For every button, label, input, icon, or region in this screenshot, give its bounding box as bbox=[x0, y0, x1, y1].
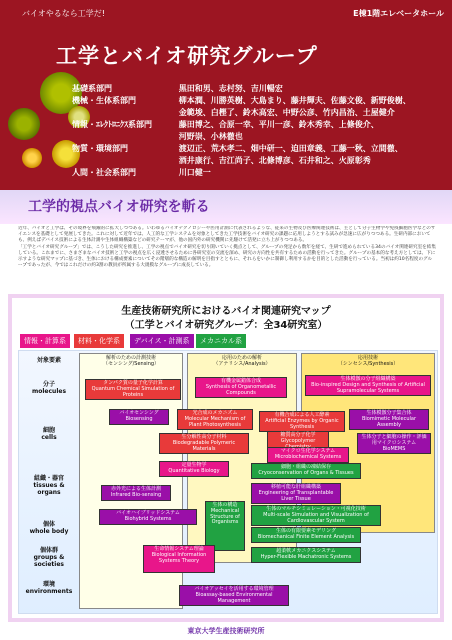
box-jp: 生命情報システム理論 bbox=[154, 546, 204, 552]
lane-title-sensing bbox=[79, 355, 183, 367]
axis-level-wholebody bbox=[23, 521, 75, 535]
section-title: 工学的視点バイオ研究を斬る bbox=[28, 199, 210, 215]
axis-jp: 分子 bbox=[42, 381, 55, 388]
lane-title-jp: 応用のための解析 bbox=[221, 355, 262, 361]
legend-mechanical: メカニカル系 bbox=[196, 334, 246, 348]
box-jp: 有機金属錯体合成 bbox=[220, 378, 261, 384]
axis-en: groups & societies bbox=[33, 554, 65, 568]
axis-title: 対象要素 bbox=[36, 357, 61, 364]
research-box bbox=[205, 501, 245, 551]
box-en: Mechanical Structure of Organisms bbox=[210, 507, 240, 526]
research-box bbox=[177, 409, 253, 430]
department-members: 河野崇、小林徹也 bbox=[178, 132, 243, 141]
research-box bbox=[305, 375, 431, 396]
map-title: 生産技術研究所におけるバイオ関連研究マップ bbox=[121, 306, 331, 317]
gear-icon bbox=[8, 108, 40, 140]
axis-jp: 環境 bbox=[42, 581, 55, 588]
research-box bbox=[251, 463, 361, 479]
research-box bbox=[143, 545, 215, 573]
box-en: Biodegradable Polymeric Materials bbox=[172, 439, 236, 452]
research-box bbox=[159, 433, 249, 454]
box-en: Biosensing bbox=[125, 415, 153, 422]
research-box bbox=[179, 585, 289, 606]
research-box bbox=[195, 377, 287, 398]
research-box bbox=[251, 527, 361, 543]
section-heading-band bbox=[0, 190, 452, 224]
lane-title-en: （アナリシス/Analysis） bbox=[213, 361, 271, 367]
box-jp: 有機合成による人工酵素 bbox=[274, 412, 330, 418]
legend-device-measurement: デバイス・計測系 bbox=[130, 334, 194, 348]
map-board bbox=[18, 350, 438, 614]
box-en: Multi-scale Simulation and Visualization of Cardiovascular System bbox=[263, 511, 369, 524]
box-jp: バイオハイブリッドシステム bbox=[116, 510, 180, 516]
map-subtitle: （工学とバイオ研究グループ：全34研究室） bbox=[124, 320, 328, 331]
box-jp: 生体分子と細胞の操作・評価用マイクロシステム bbox=[361, 434, 427, 446]
header-panel bbox=[0, 0, 452, 190]
research-box bbox=[267, 447, 349, 463]
department-label: 人間・社会系部門 bbox=[72, 168, 136, 177]
research-box bbox=[85, 379, 181, 400]
axis-jp: 細胞 bbox=[42, 427, 55, 434]
axis-en: whole body bbox=[29, 528, 69, 535]
box-en: Glycopolymer bbox=[280, 437, 316, 444]
box-en: Microbiochemical Systems bbox=[274, 453, 342, 460]
box-en: Artificial Enzymes by Organic Synthesis bbox=[265, 417, 339, 430]
box-jp: 生分解性高分子材料 bbox=[181, 434, 227, 440]
box-en: Biological Information Systems Theory bbox=[151, 551, 207, 564]
department-row bbox=[72, 107, 395, 118]
box-jp: 超柔軟メカニクスシステム bbox=[276, 548, 336, 554]
box-en: Biomimetic Molecular Assembly bbox=[361, 415, 417, 428]
research-box bbox=[159, 461, 229, 477]
axis-level-environments bbox=[23, 581, 75, 595]
department-members: 渡辺正、荒木孝二、畑中研一、迫田章義、工藤一秋、立間徹、 bbox=[178, 144, 403, 153]
box-en: Bioassay-based Environmental Management bbox=[195, 591, 273, 604]
department-row bbox=[72, 119, 379, 130]
legend-info-computation: 情報・計算系 bbox=[20, 334, 70, 348]
lane-title-analysis bbox=[187, 355, 297, 367]
research-box bbox=[109, 409, 169, 425]
box-en: BioMEMS bbox=[382, 445, 406, 452]
department-members: 酒井康行、吉江尚子、北條博彦、石井和之、火原彰秀 bbox=[178, 156, 371, 165]
department-label: 機械・生体系部門 bbox=[72, 96, 136, 105]
lane-title-jp: 応用技術 bbox=[357, 355, 378, 361]
page-title: 工学とバイオ研究グループ bbox=[56, 44, 318, 68]
research-box bbox=[251, 547, 361, 563]
department-row bbox=[72, 95, 411, 106]
axis-level-groups bbox=[23, 547, 75, 568]
box-jp: 生体模倣分子集合体 bbox=[366, 410, 412, 416]
intro-paragraph: 近年、バイオと工学は、その境界を飛躍的に拡大しつつある。いわゆるバイオテクノロジーや医用計測に代表されるような、従来の生物及び医療関連技術は、主として分子生物学や免疫細胞医学などのサイエンスを基礎として発展してきた。これに対して近年では、人工的な工学システムを対象としてきた工学技術をバイオ研究の課題に応用しようとする試みが急速に広がりつつある。生研内部においても、例えばデバイス技術による生体計測や生体組織構築などの研究テーマが、他の国内外の研究機関に先駆けて活発に立ち上がりつつある。 bbox=[18, 226, 436, 244]
research-box bbox=[251, 483, 341, 504]
box-jp: 移植可能な肝組織構築 bbox=[270, 484, 321, 490]
research-box bbox=[99, 509, 197, 525]
box-jp: 生体のマルチシミュレーション・可視化技術 bbox=[266, 506, 366, 512]
legend-materials-chemistry: 材料・化学系 bbox=[74, 334, 124, 348]
axis-en: cells bbox=[41, 434, 57, 441]
research-map bbox=[8, 294, 444, 622]
axis-jp: 個体群 bbox=[39, 547, 58, 554]
box-en: Quantitative Biology bbox=[168, 467, 220, 474]
box-en: Bio-inspired Design and Synthesis of Artificial Supramolecular Systems bbox=[311, 381, 425, 394]
research-box bbox=[357, 433, 431, 454]
intro-paragraph: 「工学とバイオ研究グループ」では、こうした研究を推進し、工学の視点でバイオ研究を切り開いていく拠点として、グループの発足から数年を経て、生研で進められている34のバイオ関連研究室を結集している。これまでに、さまざまなバイオ技術と工学の視点を広く浸透させるために各研究室の交流を深め、研究の方向性を共有するための活動を行ってきた。グループの基本的な考え方としては、下に示すような研究マップに基づき、生体における構成要素についてその階層的な構造の解明を目指すとともに、それらをいかに制御し利用するかを目的とした活動を行っている。当初は約10名程度のグループであったが、今ではこれだけの約3割の教員が所属する大規模なグループに成長している。 bbox=[18, 244, 436, 269]
lane-title-jp: 解析のための計測技術 bbox=[105, 355, 156, 361]
research-box bbox=[251, 505, 381, 526]
box-en: Quantum Chemical Simulation of Proteins bbox=[91, 385, 175, 398]
box-jp: 生体模倣の分子組織構築 bbox=[340, 376, 396, 382]
box-jp: 細胞・組織の凍結保存 bbox=[280, 464, 331, 470]
location-label: E棟1階エレベータホール bbox=[353, 9, 444, 18]
department-row bbox=[72, 83, 283, 94]
department-members: 柳本潤、川勝英樹、大島まり、藤井輝夫、佐藤文俊、新野俊樹、 bbox=[178, 96, 411, 105]
intro-text bbox=[18, 226, 436, 292]
department-row bbox=[72, 143, 403, 154]
lane-title-en: （センシング/Sensing） bbox=[102, 361, 160, 367]
department-members: 川口健一 bbox=[178, 168, 211, 177]
axis-en: tissues & organs bbox=[33, 482, 65, 496]
axis-jp: 組織・器官 bbox=[33, 475, 64, 482]
department-row bbox=[72, 155, 371, 166]
research-box bbox=[101, 485, 171, 501]
department-row bbox=[72, 167, 211, 178]
footer-institute: 東京大学生産技術研究所 bbox=[187, 627, 265, 635]
box-jp: バイオアッセイを活用する環境管理 bbox=[194, 586, 274, 592]
box-en: Engineering of Transplantable Liver Tissue bbox=[258, 489, 334, 502]
department-row bbox=[72, 131, 243, 142]
department-members: 金範埈、白樫了、鈴木高宏、中野公彦、竹内昌治、土屋健介 bbox=[178, 108, 395, 117]
box-en: Biohybrid Systems bbox=[124, 515, 172, 522]
box-jp: 糖質高分子化学 bbox=[280, 432, 316, 438]
box-en: Biomechanical Finite Element Analysis bbox=[257, 533, 355, 540]
box-en: Synthesis of Organometallic Compounds bbox=[205, 383, 277, 396]
axis-level-tissues bbox=[23, 475, 75, 496]
department-label: 情報・ｴﾚｸﾄﾛﾆｸｽ系部門 bbox=[72, 120, 152, 129]
box-jp: タンパク質の量子化学計算 bbox=[103, 380, 163, 386]
axis-en: molecules bbox=[31, 388, 67, 395]
box-en: Infrared Bio-sensing bbox=[110, 491, 162, 498]
box-jp: 生体の有限要素モデリング bbox=[276, 528, 336, 534]
gear-icon bbox=[22, 148, 42, 168]
box-jp: 光合成のメカニズム bbox=[192, 410, 238, 416]
research-box bbox=[259, 411, 345, 432]
axis-jp: 個体 bbox=[42, 521, 55, 528]
box-jp: バイオセンシング bbox=[119, 410, 159, 416]
lane-title-en: （シンセシス/Synthesis） bbox=[337, 361, 399, 367]
department-label: 基礎系部門 bbox=[72, 84, 112, 93]
research-box bbox=[349, 409, 429, 430]
department-label: 物質・環境部門 bbox=[72, 144, 128, 153]
box-jp: 生体の構造 bbox=[212, 502, 238, 508]
box-jp: 定量生物学 bbox=[181, 462, 207, 468]
lane-title-synthesis bbox=[301, 355, 435, 367]
box-en: Cryoconservation of Organs & Tissues bbox=[258, 469, 354, 476]
department-members: 黒田和男、志村努、吉川暢宏 bbox=[178, 84, 283, 93]
box-en: Molecular Mechanism of Plant Photosynthesis bbox=[184, 415, 246, 428]
axis-level-cells bbox=[23, 427, 75, 441]
department-members: 藤田博之、合原一幸、平川一彦、鈴木秀幸、上條俊介、 bbox=[178, 120, 379, 129]
box-jp: 赤外光による生体計測 bbox=[110, 486, 161, 492]
box-jp: マイクロ生化学システム bbox=[280, 448, 336, 454]
axis-en: environments bbox=[25, 588, 73, 595]
axis-level-molecules bbox=[23, 381, 75, 395]
slogan: バイオやるなら工学だ! bbox=[22, 9, 105, 18]
box-en: Hyper-Flexible Machatronic Systems bbox=[260, 553, 352, 560]
